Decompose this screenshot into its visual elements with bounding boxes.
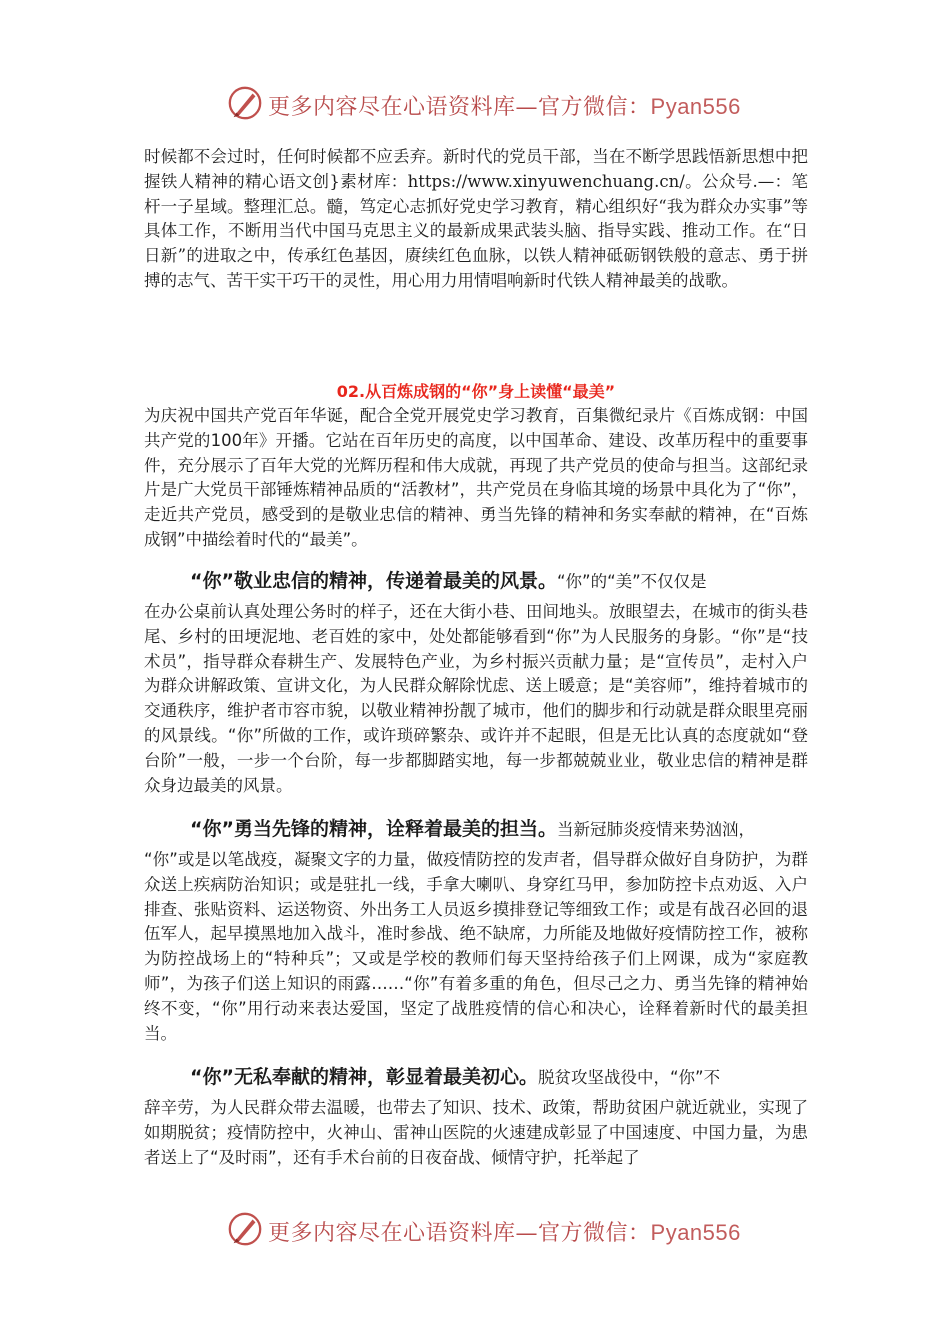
subsection-lead-rest: “你”的“美”不仅仅是 — [556, 572, 707, 591]
intro-paragraph: 时候都不会过时，任何时候都不应丢弃。新时代的党员干部，当在不断学思践悟新思想中把握铁人精神的精心语文创}素材库：https://www.xinyuwenchuang.cn/。公众号.—：笔杆一子星域。整理汇总。髓，笃定心志抓好党史学习教育，精心组织好“我为群众办实事”等具体工作，不断用当代中国马克思主义的最新成果武装头脑、指导实践、推动工作。在“日日新”的进取之中，传承红色基因，赓续红色血脉，以铁人精神砥砺钢铁般的意志、勇于拼搏的志气、苦干实干巧干的灵性，用心用力用情唱响新时代铁人精神最美的战歌。 — [144, 147, 808, 290]
subsection-body: “你”或是以笔战疫，凝聚文字的力量，做疫情防控的发声者，倡导群众做好自身防护，为群众送上疾病防治知识；或是驻扎一线，手拿大喇叭、身穿红马甲，参加防控卡点劝返、入户排查、张贴资料、运送物资、外出务工人员返乡摸排登记等细致工作；或是有战召必回的退伍军人，起早摸黑地加入战斗，准时参战、绝不缺席，力所能及地做好疫情防控工作，被称为防控战场上的“特种兵”；又或是学校的教师们每天坚持给孩子们上网课，成为“家庭教师”，为孩子们送上知识的雨露……“你”有着多重的角色，但尽己之力、勇当先锋的精神始终不变，“你”用行动来表达爱国，坚定了战胜疫情的信心和决心，诠释着新时代的最美担当。 — [144, 850, 808, 1043]
pen-logo-icon — [226, 84, 264, 122]
subsection-body: 在办公桌前认真处理公务时的样子，还在大街小巷、田间地头。放眼望去，在城市的街头巷尾、乡村的田埂泥地、老百姓的家中，处处都能够看到“你”为人民服务的身影。“你”是“技术员”，指导群众春耕生产、发展特色产业，为乡村振兴贡献力量；是“宣传员”，走村入户为群众讲解政策、宣讲文化，为人民群众解除忧虑、送上暖意；是“美容师”，维持着城市的交通秩序，维护者市容市貌，以敬业精神扮靓了城市，他们的脚步和行动就是群众眼里亮丽的风景线。“你”所做的工作，或许琐碎繁杂、或许并不起眼，但是无比认真的态度就如“登台阶”一般，一步一个台阶，每一步都脚踏实地，每一步都兢兢业业，敬业忠信的精神是群众身边最美的风景。 — [144, 602, 808, 795]
subsection-lead-rest: 当新冠肺炎疫情来势汹汹， — [556, 820, 755, 839]
watermark-banner-bottom — [0, 1208, 950, 1252]
subsection-body: 辞辛劳，为人民群众带去温暖，也带去了知识、技术、政策，帮助贫困户就近就业，实现了如期脱贫；疫情防控中，火神山、雷神山医院的火速建成彰显了中国速度、中国力量，为患者送上了“及时雨”，还有手术台前的日夜奋战、倾情守护，托举起了 — [144, 1098, 808, 1167]
watermark-text: 更多内容尽在心语资料库—官方微信：Pyan556 — [268, 94, 741, 120]
watermark-banner-top — [0, 82, 950, 126]
section-title: 02.从百炼成钢的“你”身上读懂“最美” — [336, 382, 616, 401]
subsection-heading: “你”敬业忠信的精神，传递着最美的风景。 — [190, 570, 557, 592]
subsection-vanguard — [144, 810, 808, 1046]
watermark-text: 更多内容尽在心语资料库—官方微信：Pyan556 — [268, 1220, 741, 1246]
watermark-account: Pyan556 — [650, 94, 741, 119]
subsection-lead — [144, 562, 808, 600]
subsection-dedication — [144, 562, 808, 798]
pen-logo-icon — [226, 1210, 264, 1248]
watermark-account: Pyan556 — [650, 1220, 741, 1245]
subsection-lead-rest: 脱贫攻坚战役中，“你”不 — [537, 1068, 721, 1087]
subsection-heading: “你”勇当先锋的精神，诠释着最美的担当。 — [190, 818, 557, 840]
subsection-heading: “你”无私奉献的精神，彰显着最美初心。 — [190, 1066, 538, 1088]
documentary-paragraph: 为庆祝中国共产党百年华诞，配合全党开展党史学习教育，百集微纪录片《百炼成钢：中国共产党的100年》开播。它站在百年历史的高度，以中国革命、建设、改革历程中的重要事件，充分展示了百年大党的光辉历程和伟大成就，再现了共产党员的使命与担当。这部纪录片是广大党员干部锤炼精神品质的“活教材”，共产党员在身临其境的场景中具化为了“你”，走近共产党员，感受到的是敬业忠信的精神、勇当先锋的精神和务实奉献的精神，在“百炼成钢”中描绘着时代的“最美”。 — [144, 406, 808, 549]
subsection-lead — [144, 1058, 808, 1096]
subsection-devotion — [144, 1058, 808, 1170]
subsection-lead — [144, 810, 808, 848]
